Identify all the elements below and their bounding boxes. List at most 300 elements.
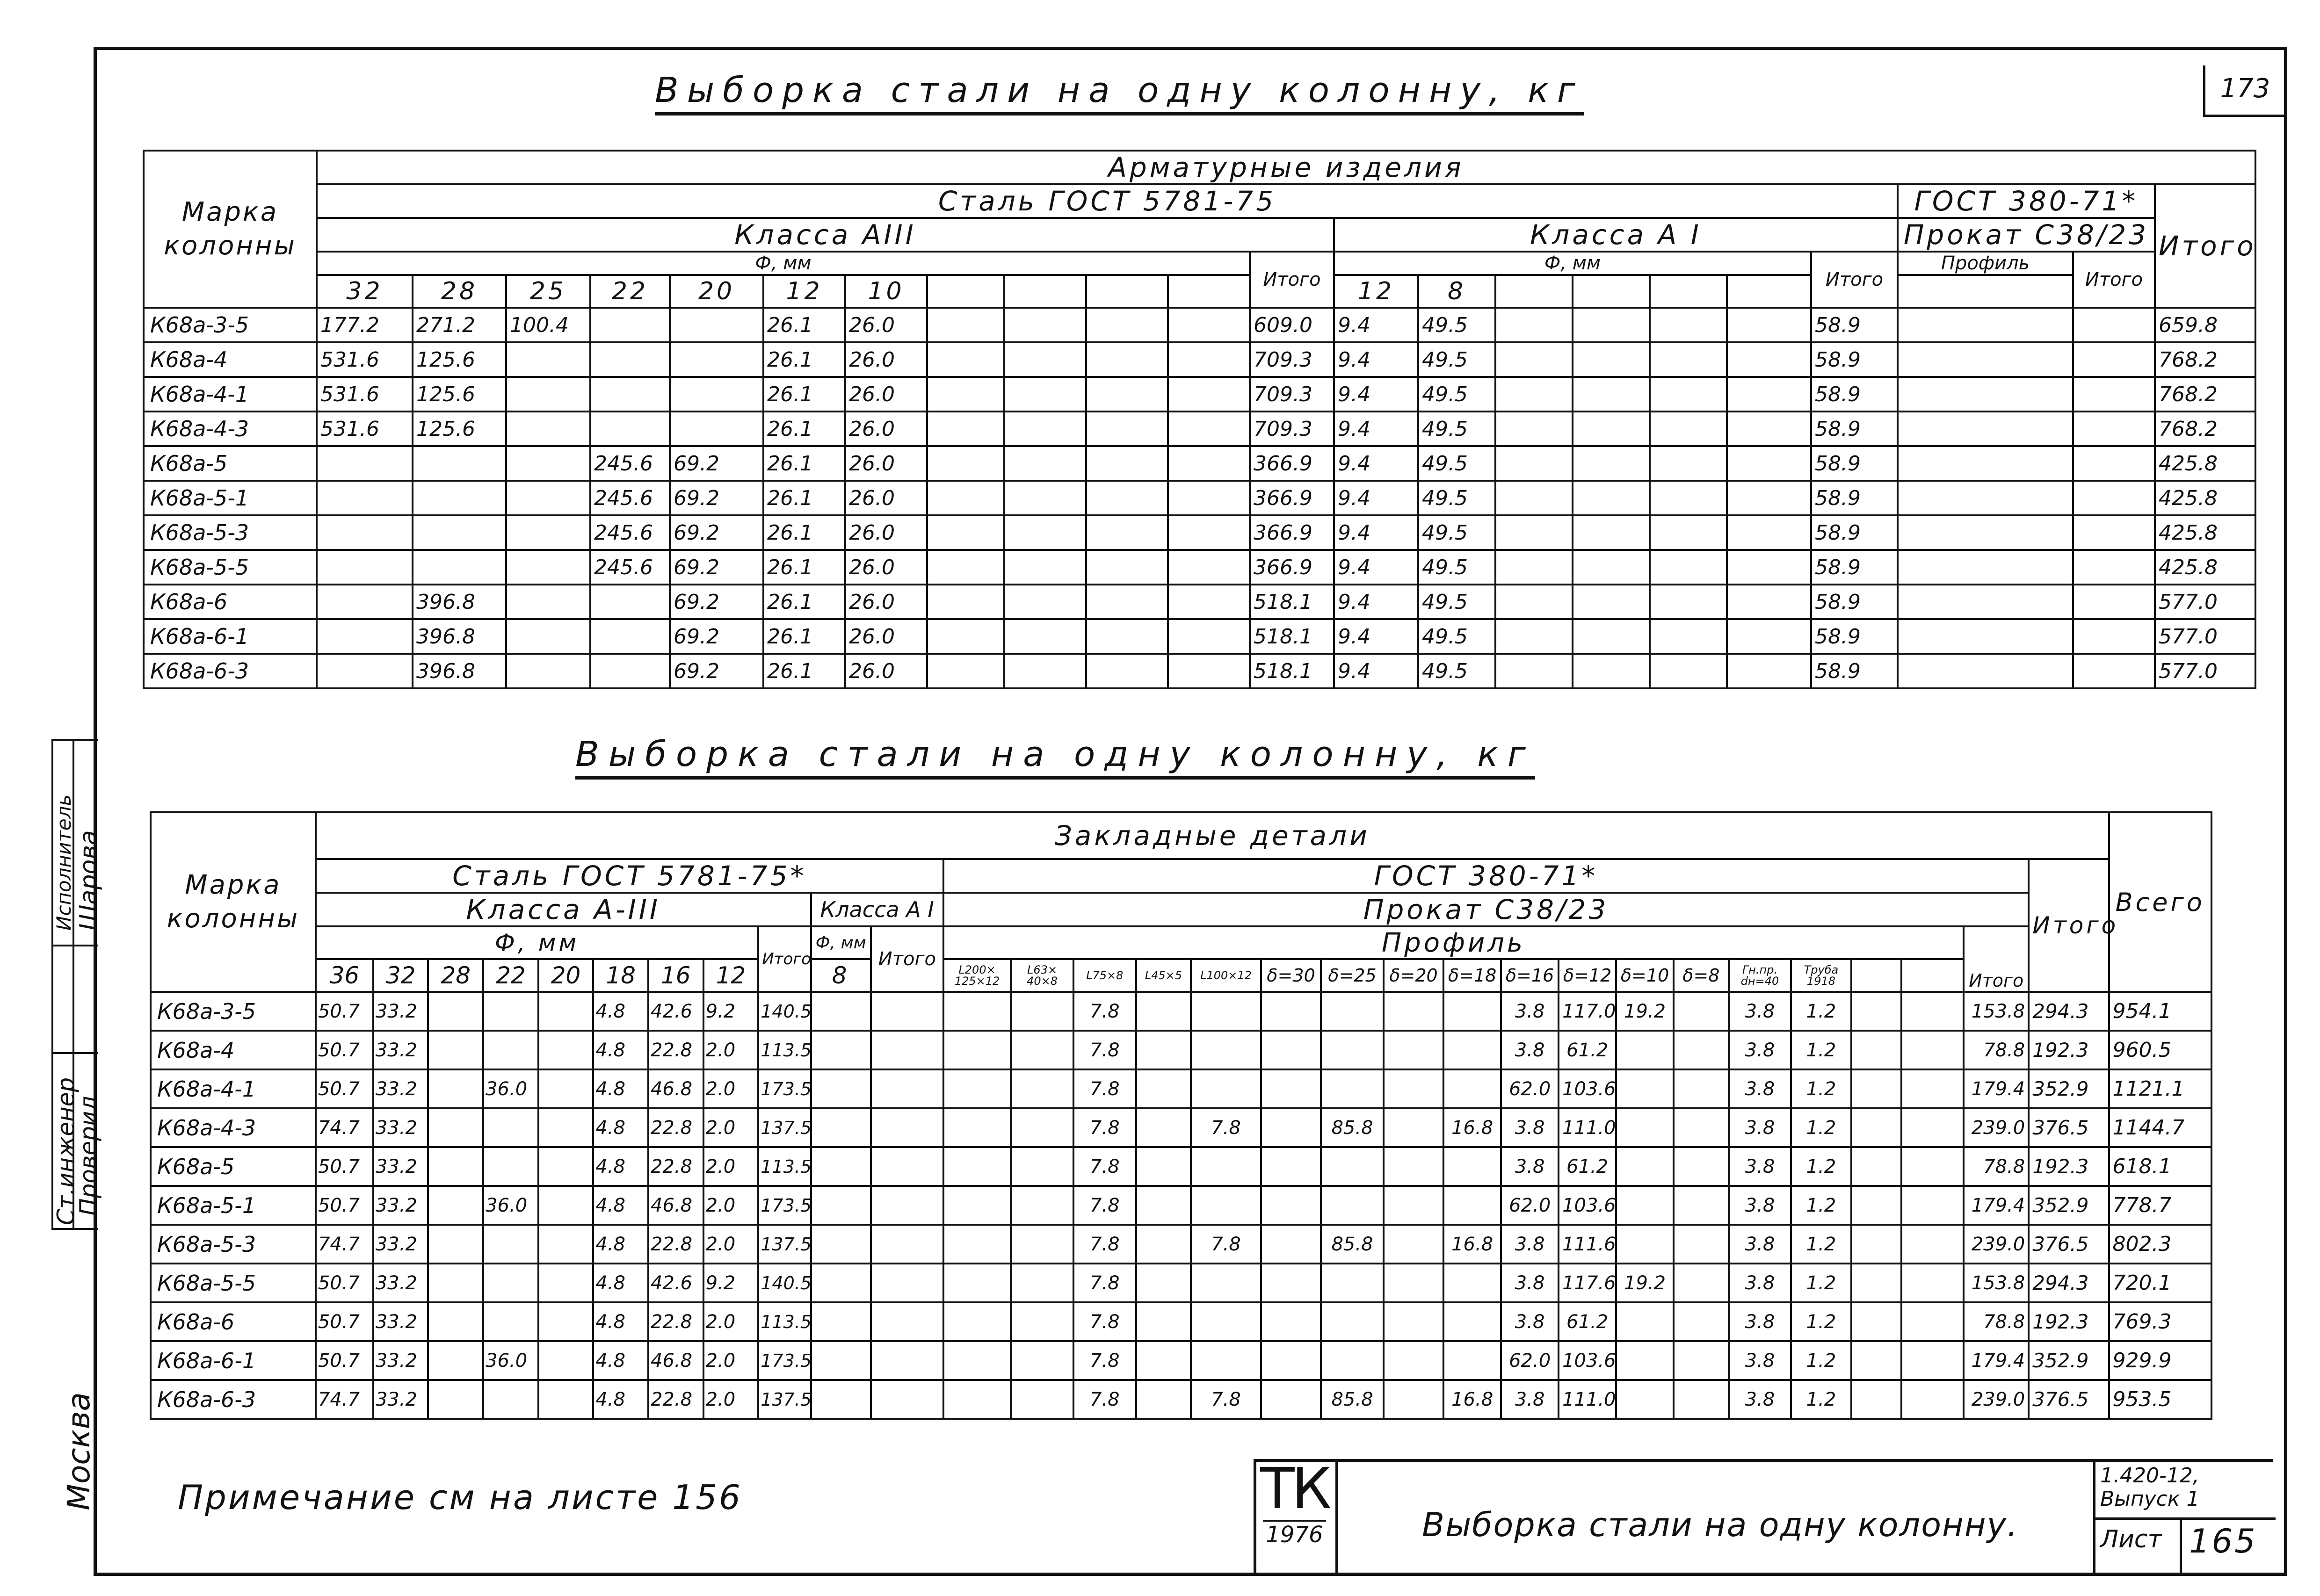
- profile-value: 7.8: [1073, 1186, 1136, 1225]
- profile-value: [1136, 1108, 1191, 1147]
- a1-value: [1495, 654, 1573, 688]
- a3-value: [1086, 342, 1168, 377]
- profile-total: [2073, 515, 2155, 550]
- header-a3-diameter: 32: [317, 275, 413, 308]
- a3-value: 245.6: [590, 515, 670, 550]
- profile-value: [1898, 412, 2073, 446]
- profile-value: [1011, 1225, 1073, 1264]
- header-reinforcement: Арматурные изделия: [317, 151, 2255, 184]
- a3-value: [428, 1108, 483, 1147]
- column-mark: К68а-5-5: [151, 1264, 316, 1302]
- a3-total: 518.1: [1250, 585, 1334, 619]
- total: 376.5: [2029, 1380, 2109, 1419]
- header-class-a1: Класса А I: [811, 893, 943, 926]
- a1-value: [1650, 515, 1727, 550]
- a1-value: 49.5: [1418, 377, 1495, 412]
- profile-value: 7.8: [1073, 1341, 1136, 1380]
- a3-value: [483, 1302, 538, 1341]
- a1-value: [1573, 342, 1650, 377]
- table2-row: [151, 1069, 2211, 1108]
- a3-value: [1004, 308, 1086, 342]
- a3-value: 26.0: [845, 481, 927, 515]
- a3-value: [538, 1069, 594, 1108]
- profile-value: 3.8: [1501, 1302, 1559, 1341]
- profile-value: [1191, 1031, 1261, 1069]
- a3-value: [1004, 515, 1086, 550]
- profile-total: [2073, 342, 2155, 377]
- header-profile-type: [1901, 959, 1964, 992]
- a3-value: 271.2: [413, 308, 506, 342]
- a1-value: [1727, 654, 1811, 688]
- profile-value: 3.8: [1501, 1264, 1559, 1302]
- profile-value: [1898, 481, 2073, 515]
- a1-value: 49.5: [1418, 446, 1495, 481]
- header-profile-type: δ=18: [1443, 959, 1501, 992]
- table2-row: [151, 1225, 2211, 1264]
- stamp-year: 1976: [1263, 1520, 1326, 1548]
- profile-value: [1901, 1069, 1964, 1108]
- a3-value: [670, 308, 763, 342]
- profile-value: [943, 992, 1011, 1031]
- side-stamp-line: [51, 945, 98, 946]
- a1-value: [1727, 550, 1811, 585]
- profile-value: [1384, 1147, 1443, 1186]
- profile-total: 239.0: [1964, 1380, 2029, 1419]
- profile-value: 1.2: [1791, 1341, 1851, 1380]
- column-mark: К68а-6-3: [151, 1380, 316, 1419]
- profile-value: 62.0: [1501, 1186, 1559, 1225]
- profile-value: [1384, 1341, 1443, 1380]
- profile-value: [1616, 1147, 1674, 1186]
- a3-value: 2.0: [703, 1147, 759, 1186]
- header-row-5: [144, 275, 2255, 308]
- profile-value: [1261, 992, 1321, 1031]
- profile-value: 3.8: [1729, 1186, 1791, 1225]
- a3-value: [506, 654, 590, 688]
- a3-value: [590, 342, 670, 377]
- profile-value: 3.8: [1729, 1341, 1791, 1380]
- grand-total: 659.8: [2155, 308, 2255, 342]
- a3-value: [927, 654, 1004, 688]
- a3-value: [927, 585, 1004, 619]
- a3-value: [317, 654, 413, 688]
- profile-value: [943, 1069, 1011, 1108]
- a3-value: [538, 1302, 594, 1341]
- column-mark: К68а-6-1: [151, 1341, 316, 1380]
- a3-total: 518.1: [1250, 619, 1334, 654]
- a1-value: [1573, 654, 1650, 688]
- profile-value: [1261, 1031, 1321, 1069]
- a3-value: [506, 412, 590, 446]
- header-gost380: ГОСТ 380-71*: [1898, 184, 2155, 218]
- a3-total: 140.5: [758, 992, 811, 1031]
- a1-value: 49.5: [1418, 481, 1495, 515]
- a3-value: 2.0: [703, 1108, 759, 1147]
- profile-value: [1191, 1302, 1261, 1341]
- a1-value: [1650, 585, 1727, 619]
- profile-value: [1898, 515, 2073, 550]
- side-role-3: Проверил: [75, 1096, 102, 1216]
- a1-value: [1727, 342, 1811, 377]
- column-mark: К68а-4: [144, 342, 317, 377]
- header-profile-type: L100×12: [1191, 959, 1261, 992]
- profile-value: 1.2: [1791, 992, 1851, 1031]
- header-all: Всего: [2109, 812, 2211, 992]
- a3-value: 2.0: [703, 1302, 759, 1341]
- header-row-2: [144, 184, 2255, 218]
- profile-value: [1011, 1069, 1073, 1108]
- profile-value: 3.8: [1729, 1302, 1791, 1341]
- a1-value: 9.4: [1334, 412, 1418, 446]
- a3-value: 2.0: [703, 1031, 759, 1069]
- a3-value: 36.0: [483, 1341, 538, 1380]
- table2-row: [151, 1341, 2211, 1380]
- profile-value: [1674, 1380, 1729, 1419]
- profile-value: [1136, 1341, 1191, 1380]
- a3-value: [927, 308, 1004, 342]
- a3-value: 245.6: [590, 550, 670, 585]
- a1-value: [1573, 377, 1650, 412]
- a3-value: [413, 446, 506, 481]
- a3-value: 26.0: [845, 308, 927, 342]
- grand-total: 425.8: [2155, 515, 2255, 550]
- profile-value: [1901, 1147, 1964, 1186]
- a1-value: [1727, 308, 1811, 342]
- header-row-3: [144, 218, 2255, 252]
- a1-value: [1495, 550, 1573, 585]
- a3-value: 69.2: [670, 619, 763, 654]
- profile-value: [1443, 1341, 1501, 1380]
- a3-value: [483, 1147, 538, 1186]
- a3-value: [670, 377, 763, 412]
- a1-value: [1650, 446, 1727, 481]
- a3-value: [538, 1225, 594, 1264]
- a3-value: [590, 412, 670, 446]
- a3-value: 4.8: [593, 1069, 648, 1108]
- a3-value: 396.8: [413, 654, 506, 688]
- profile-value: [1136, 1031, 1191, 1069]
- profile-value: [1851, 1069, 1901, 1108]
- a3-value: [483, 1031, 538, 1069]
- a3-value: 396.8: [413, 585, 506, 619]
- profile-value: [1443, 1147, 1501, 1186]
- a3-value: 50.7: [316, 1031, 373, 1069]
- profile-value: [1191, 1069, 1261, 1108]
- all-total: 618.1: [2109, 1147, 2211, 1186]
- profile-value: [1851, 1341, 1901, 1380]
- header-profile-type: δ=12: [1559, 959, 1616, 992]
- header-prokat: Прокат С38/23: [943, 893, 2029, 926]
- a1-value: [1650, 377, 1727, 412]
- profile-value: [1898, 446, 2073, 481]
- a1-value: [1727, 377, 1811, 412]
- a1-total: 58.9: [1811, 481, 1898, 515]
- a3-value: [317, 585, 413, 619]
- a1-value: [1495, 308, 1573, 342]
- grand-total: 768.2: [2155, 412, 2255, 446]
- a1-value: [1650, 481, 1727, 515]
- header-mark: Марка колонны: [151, 812, 316, 992]
- header-steel-gost5781: Сталь ГОСТ 5781-75*: [316, 859, 943, 893]
- a3-value: [317, 550, 413, 585]
- profile-value: 103.6: [1559, 1069, 1616, 1108]
- a1-value: [811, 1225, 871, 1264]
- profile-value: [1136, 992, 1191, 1031]
- tk-logo-box: [1254, 1459, 1338, 1576]
- profile-total: [2073, 446, 2155, 481]
- a3-value: [483, 1225, 538, 1264]
- sheet-number-top: 173: [2220, 73, 2270, 104]
- profile-total: 179.4: [1964, 1186, 2029, 1225]
- profile-value: [1901, 1031, 1964, 1069]
- profile-value: [1321, 1302, 1384, 1341]
- profile-value: 62.0: [1501, 1341, 1559, 1380]
- profile-value: 103.6: [1559, 1186, 1616, 1225]
- header-a3-diameter: 22: [590, 275, 670, 308]
- a1-total: [871, 1302, 943, 1341]
- profile-value: [1851, 1380, 1901, 1419]
- side-role-2: Ст.инженер: [52, 1077, 80, 1225]
- stamp-issue: Выпуск 1: [2100, 1487, 2200, 1511]
- header-profile-type: δ=10: [1616, 959, 1674, 992]
- column-mark: К68а-5: [151, 1147, 316, 1186]
- column-mark: К68а-6-1: [144, 619, 317, 654]
- profile-value: [1011, 1031, 1073, 1069]
- a3-value: 245.6: [590, 481, 670, 515]
- a3-total: 137.5: [758, 1380, 811, 1419]
- a3-value: 26.0: [845, 654, 927, 688]
- header-a3-diameter: 28: [428, 959, 483, 992]
- stamp-sheet-number: 165: [2189, 1522, 2257, 1560]
- a3-value: 22.8: [648, 1108, 703, 1147]
- a3-total: 709.3: [1250, 342, 1334, 377]
- header-row-1: [144, 151, 2255, 184]
- profile-value: [1443, 1264, 1501, 1302]
- total: 294.3: [2029, 992, 2109, 1031]
- profile-value: [1674, 1225, 1729, 1264]
- a3-value: 26.1: [763, 377, 845, 412]
- a3-total: 366.9: [1250, 446, 1334, 481]
- profile-value: [1384, 1186, 1443, 1225]
- profile-value: 111.0: [1559, 1380, 1616, 1419]
- profile-value: [1898, 308, 2073, 342]
- total: 352.9: [2029, 1186, 2109, 1225]
- header-profile-type: L200× 125×12: [943, 959, 1011, 992]
- a3-value: [538, 1147, 594, 1186]
- a3-value: [1168, 446, 1250, 481]
- header-total-profile: Итого: [2073, 252, 2155, 308]
- table1-row: [144, 619, 2255, 654]
- table1-row: [144, 481, 2255, 515]
- header-a3-diameter: 18: [593, 959, 648, 992]
- a3-value: [927, 515, 1004, 550]
- profile-value: [1674, 1302, 1729, 1341]
- profile-value: [1616, 1031, 1674, 1069]
- grand-total: 425.8: [2155, 550, 2255, 585]
- header-a3-diameter: 12: [703, 959, 759, 992]
- grand-total: 577.0: [2155, 654, 2255, 688]
- profile-value: [1443, 992, 1501, 1031]
- a3-value: 125.6: [413, 412, 506, 446]
- profile-total: [2073, 619, 2155, 654]
- header-a3-diameter: 32: [373, 959, 428, 992]
- profile-value: [1898, 619, 2073, 654]
- header-row-4: [151, 926, 2211, 959]
- table1-row: [144, 550, 2255, 585]
- a1-total: 58.9: [1811, 515, 1898, 550]
- column-mark: К68а-4: [151, 1031, 316, 1069]
- a3-value: 50.7: [316, 992, 373, 1031]
- table2-row: [151, 1147, 2211, 1186]
- column-mark: К68а-3-5: [151, 992, 316, 1031]
- a3-value: [1086, 412, 1168, 446]
- a1-value: [1573, 515, 1650, 550]
- profile-value: [1191, 1341, 1261, 1380]
- a3-value: 26.1: [763, 654, 845, 688]
- header-profile-type: L45×5: [1136, 959, 1191, 992]
- a3-value: [428, 1341, 483, 1380]
- a1-total: 58.9: [1811, 550, 1898, 585]
- header-diameter-a3: Ф, мм: [316, 926, 758, 959]
- profile-value: 61.2: [1559, 1147, 1616, 1186]
- profile-value: [1674, 1147, 1729, 1186]
- profile-value: [1851, 1147, 1901, 1186]
- profile-value: 1.2: [1791, 1225, 1851, 1264]
- total: 352.9: [2029, 1069, 2109, 1108]
- a3-value: [428, 1031, 483, 1069]
- table1-row: [144, 654, 2255, 688]
- a3-value: [538, 1108, 594, 1147]
- profile-total: 179.4: [1964, 1069, 2029, 1108]
- a3-value: [538, 1341, 594, 1380]
- all-total: 769.3: [2109, 1302, 2211, 1341]
- profile-value: [1443, 1031, 1501, 1069]
- profile-value: 3.8: [1501, 992, 1559, 1031]
- a1-total: [871, 1225, 943, 1264]
- profile-value: [1011, 1108, 1073, 1147]
- profile-value: [1901, 1108, 1964, 1147]
- a1-value: [1650, 412, 1727, 446]
- profile-value: 3.8: [1729, 1031, 1791, 1069]
- profile-value: [1011, 1264, 1073, 1302]
- a1-value: 9.4: [1334, 619, 1418, 654]
- a3-value: [590, 377, 670, 412]
- all-total: 929.9: [2109, 1341, 2211, 1380]
- profile-value: [1321, 992, 1384, 1031]
- profile-total: [2073, 412, 2155, 446]
- header-a1-diameter: 8: [811, 959, 871, 992]
- header-row-1: [151, 812, 2211, 859]
- column-mark: К68а-5-5: [144, 550, 317, 585]
- a3-value: 177.2: [317, 308, 413, 342]
- total: 352.9: [2029, 1341, 2109, 1380]
- profile-value: 3.8: [1501, 1225, 1559, 1264]
- profile-value: [1851, 1225, 1901, 1264]
- a3-value: [413, 515, 506, 550]
- a1-value: [811, 1380, 871, 1419]
- side-stamp-line: [51, 1052, 98, 1054]
- a3-value: [483, 1108, 538, 1147]
- a3-value: 74.7: [316, 1225, 373, 1264]
- a3-value: [1004, 619, 1086, 654]
- a3-value: 22.8: [648, 1380, 703, 1419]
- header-a3-diameter: 10: [845, 275, 927, 308]
- profile-value: [1898, 585, 2073, 619]
- header-diameter-a1: Ф, мм: [811, 926, 871, 959]
- a3-total: 366.9: [1250, 481, 1334, 515]
- a3-total: 113.5: [758, 1031, 811, 1069]
- a3-value: [538, 1264, 594, 1302]
- profile-value: [1674, 1069, 1729, 1108]
- column-mark: К68а-6: [144, 585, 317, 619]
- a1-value: [1727, 412, 1811, 446]
- a1-total: [871, 1264, 943, 1302]
- profile-value: [1901, 1186, 1964, 1225]
- profile-value: [1384, 1264, 1443, 1302]
- profile-value: [1851, 1108, 1901, 1147]
- a3-value: 42.6: [648, 1264, 703, 1302]
- profile-value: [1898, 654, 2073, 688]
- profile-value: [1443, 1302, 1501, 1341]
- a1-value: [811, 1031, 871, 1069]
- profile-value: [1261, 1186, 1321, 1225]
- profile-value: [1136, 1069, 1191, 1108]
- a3-value: [590, 654, 670, 688]
- a3-total: 609.0: [1250, 308, 1334, 342]
- a1-value: [1495, 377, 1573, 412]
- profile-value: [1616, 1225, 1674, 1264]
- a3-value: [927, 412, 1004, 446]
- a3-value: [506, 342, 590, 377]
- note-text: Примечание см на листе 156: [178, 1478, 742, 1517]
- profile-value: 7.8: [1073, 1147, 1136, 1186]
- a1-total: [871, 1147, 943, 1186]
- all-total: 1121.1: [2109, 1069, 2211, 1108]
- header-profile-type: δ=8: [1674, 959, 1729, 992]
- a3-value: 245.6: [590, 446, 670, 481]
- profile-value: [1384, 1302, 1443, 1341]
- profile-value: 3.8: [1729, 992, 1791, 1031]
- all-total: 954.1: [2109, 992, 2211, 1031]
- a3-value: [1086, 585, 1168, 619]
- header-a1-diameter: [1495, 275, 1573, 308]
- profile-value: [1384, 1108, 1443, 1147]
- a3-value: 531.6: [317, 412, 413, 446]
- table2-row: [151, 1108, 2211, 1147]
- profile-value: [943, 1147, 1011, 1186]
- a3-value: [1086, 308, 1168, 342]
- profile-total: 153.8: [1964, 1264, 2029, 1302]
- a1-total: 58.9: [1811, 654, 1898, 688]
- profile-value: 19.2: [1616, 992, 1674, 1031]
- header-prokat: Прокат С38/23: [1898, 218, 2155, 252]
- a3-value: [506, 377, 590, 412]
- a3-value: [1004, 412, 1086, 446]
- a3-value: 50.7: [316, 1186, 373, 1225]
- a3-value: [428, 1069, 483, 1108]
- a3-value: 46.8: [648, 1069, 703, 1108]
- profile-value: 7.8: [1073, 992, 1136, 1031]
- column-mark: К68а-5-3: [144, 515, 317, 550]
- a3-value: 50.7: [316, 1264, 373, 1302]
- a3-value: 26.0: [845, 412, 927, 446]
- profile-value: [1321, 1264, 1384, 1302]
- header-a3-diameter: [1168, 275, 1250, 308]
- a3-value: 4.8: [593, 1264, 648, 1302]
- a1-value: [811, 1341, 871, 1380]
- a1-total: [871, 992, 943, 1031]
- header-row-4: [144, 252, 2255, 275]
